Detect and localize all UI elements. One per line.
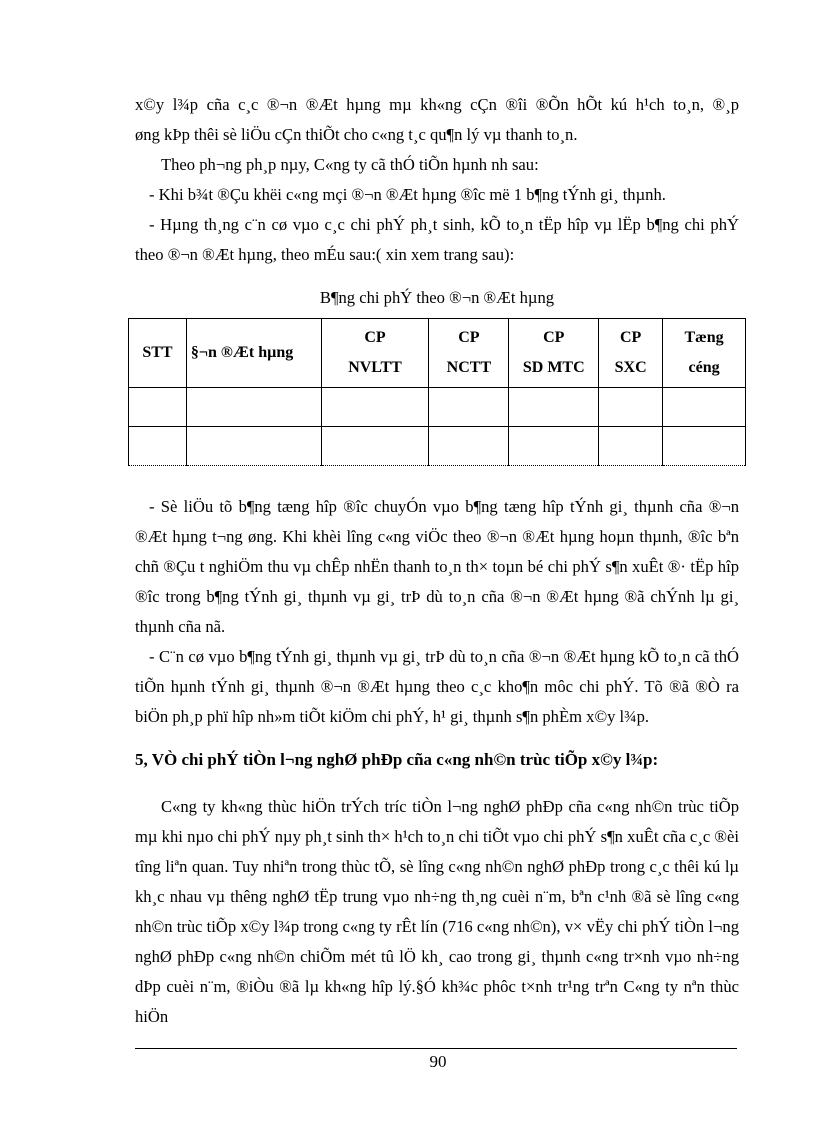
table-cell <box>129 388 187 427</box>
body-paragraph: C«ng ty kh«ng thùc hiÖn trÝch tríc tiÒn l¬ng nghØ phÐp cña c«ng nh©n trùc tiÕp mµ khi nµo chi phÝ nµy ph¸t sinh th× h¹ch to¸n chi tiÕt vµo chi phÝ s¶n xuÊt cña c¸c ®èi tîng liªn quan. Tuy nhiªn trong thùc tÕ, sè lîng c«ng nh©n nghØ phÐp trong c¸c thêi kú lµ kh¸c nhau vµ thêng nghØ tËp trung vµo nh÷ng th¸ng cuèi n¨m, bªn c¹nh ®ã sè lîng c«ng nh©n trùc tiÕp x©y l¾p trong c«ng ty rÊt lín (716 c«ng nh©n), v× vËy chi phÝ tiÒn l¬ng nghØ phÐp c«ng nh©n chiÕm mét tû lÖ kh¸ cao trong gi¸ thµnh c«ng tr×nh vµo nh÷ng dÞp cuèi n¨m, ®iÒu ®ã lµ kh«ng hîp lý.§Ó kh¾c phôc t×nh tr¹ng trªn C«ng ty nªn thùc hiÖn <box>135 797 739 1026</box>
column-header-order: §¬n ®Æt hµng <box>186 319 321 388</box>
column-header-cp-nctt: CP NCTT <box>429 319 509 388</box>
page-number: 90 <box>429 1052 447 1071</box>
footer-rule <box>135 1048 737 1049</box>
leave-wage-section <box>135 792 739 1032</box>
section-heading: 5, VÒ chi phÝ tiÒn l¬ng nghØ phÐp cña c«ng nh©n trùc tiÕp x©y l¾p: <box>135 750 659 769</box>
body-line: x©y l¾p cña c¸c ®¬n ®Æt hµng mµ kh«ng cÇn ®îi ®Õn hÕt kú h¹ch to¸n, ®¸p <box>135 95 739 114</box>
table-cell <box>321 427 429 466</box>
body-paragraph: - Sè liÖu tõ b¶ng tæng hîp ®îc chuyÓn vµo b¶ng tæng hîp tÝnh gi¸ thµnh cña ®¬n ®Æt hµng t¬ng øng. Khi khèi lîng c«ng viÖc theo ®¬n ®Æt hµng hoµn thµnh, ®îc bªn chñ ®Çu t nghiÖm thu vµ chÊp nhËn thanh to¸n th× toµn bé chi phÝ s¶n xuÊt ®· tËp hîp ®îc trong b¶ng tÝnh gi¸ thµnh vµ gi¸ trÞ dù to¸n cña ®¬n ®Æt hµng ®ã chÝnh lµ gi¸ thµnh cña nã. <box>135 497 739 636</box>
table-caption: B¶ng chi phÝ theo ®¬n ®Æt hµng <box>319 288 555 307</box>
table-cell <box>663 427 746 466</box>
table-cell <box>599 427 663 466</box>
table-cell <box>186 388 321 427</box>
table-row <box>129 427 746 466</box>
table-cell <box>186 427 321 466</box>
table-cell <box>663 388 746 427</box>
body-paragraph: - Hµng th¸ng c¨n cø vµo c¸c chi phÝ ph¸t sinh, kÕ to¸n tËp hîp vµ lËp b¶ng chi phÝ theo ®¬n ®Æt hµng, theo mÉu sau:( xin xem trang sau): <box>135 215 739 264</box>
body-paragraph: Theo ph¬ng ph¸p nµy, C«ng ty cã thÓ tiÕn hµnh nh sau: <box>161 155 539 174</box>
table-row <box>129 388 746 427</box>
explanation-section <box>135 492 739 732</box>
table-cell <box>599 388 663 427</box>
table-cell <box>129 427 187 466</box>
cost-table <box>128 318 746 466</box>
table-header-row <box>129 319 746 388</box>
body-paragraph: - Khi b¾t ®Çu khëi c«ng mçi ®¬n ®Æt hµng ®îc më 1 b¶ng tÝnh gi¸ thµnh. <box>149 185 666 204</box>
table-cell <box>509 388 599 427</box>
column-header-cp-nvltt: CP NVLTT <box>321 319 429 388</box>
column-header-cp-sdmtc: CP SD MTC <box>509 319 599 388</box>
table-cell <box>321 388 429 427</box>
table-cell <box>429 388 509 427</box>
intro-section <box>135 90 739 270</box>
body-paragraph: - C¨n cø vµo b¶ng tÝnh gi¸ thµnh vµ gi¸ trÞ dù to¸n cña ®¬n ®Æt hµng kÕ to¸n cã thÓ tiÕn hµnh tÝnh gi¸ thµnh ®¬n ®Æt hµng theo c¸c kho¶n môc chi phÝ. Tõ ®ã ®Ò ra biÖn ph¸p phï hîp nh»m tiÕt kiÖm chi phÝ, h¹ gi¸ thµnh s¶n phÈm x©y l¾p. <box>135 647 739 726</box>
table-cell <box>509 427 599 466</box>
table-cell <box>429 427 509 466</box>
column-header-stt: STT <box>129 319 187 388</box>
column-header-total: Tæng céng <box>663 319 746 388</box>
body-line: øng kÞp thêi sè liÖu cÇn thiÕt cho c«ng t¸c qu¶n lý vµ thanh to¸n. <box>135 125 578 144</box>
column-header-cp-sxc: CP SXC <box>599 319 663 388</box>
